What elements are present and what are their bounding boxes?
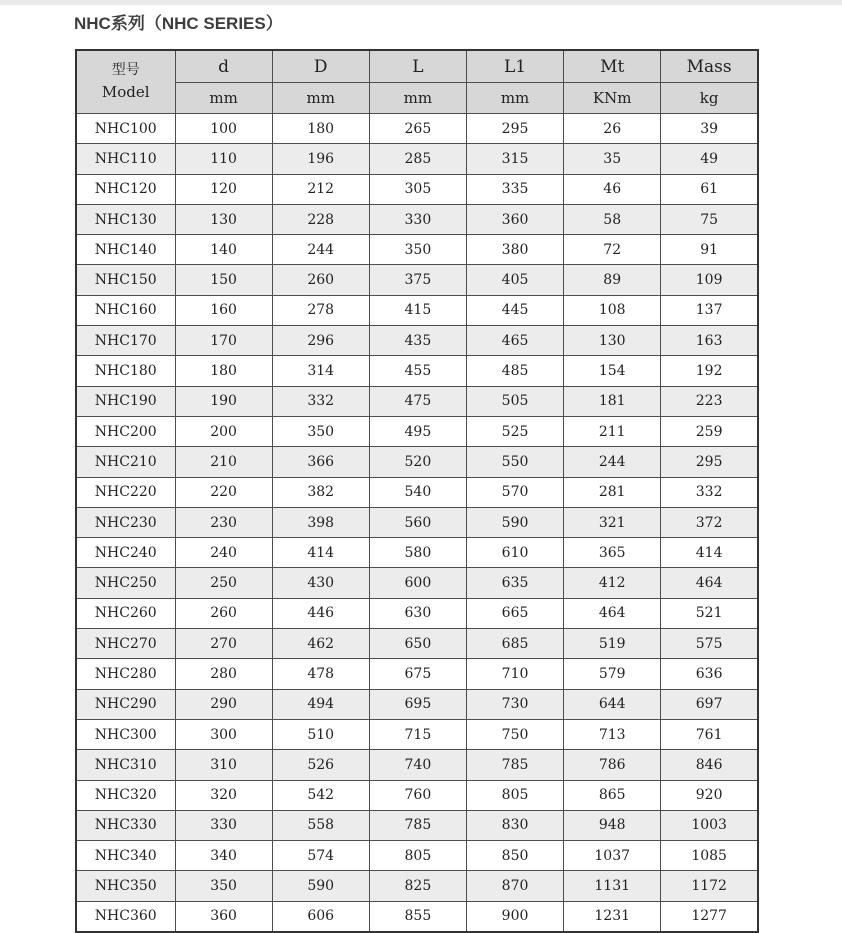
value-cell: 305: [369, 174, 466, 204]
value-cell: 220: [175, 477, 272, 507]
value-cell: 61: [661, 174, 758, 204]
unit-header-Mass: kg: [661, 83, 758, 114]
model-cell: NHC220: [76, 477, 175, 507]
value-cell: 542: [272, 780, 369, 810]
value-cell: 108: [564, 295, 661, 325]
value-cell: 570: [466, 477, 563, 507]
value-cell: 600: [369, 568, 466, 598]
table-row: [76, 538, 758, 568]
table-row: [76, 204, 758, 234]
column-header-d: d: [175, 50, 272, 83]
value-cell: 675: [369, 659, 466, 689]
value-cell: 46: [564, 174, 661, 204]
table-row: [76, 174, 758, 204]
value-cell: 109: [661, 265, 758, 295]
value-cell: 58: [564, 204, 661, 234]
value-cell: 295: [466, 114, 563, 144]
table-row: [76, 356, 758, 386]
column-header-D: D: [272, 50, 369, 83]
table-row: [76, 841, 758, 871]
value-cell: 180: [175, 356, 272, 386]
value-cell: 35: [564, 144, 661, 174]
value-cell: 296: [272, 326, 369, 356]
column-header-L1: L1: [466, 50, 563, 83]
value-cell: 805: [466, 780, 563, 810]
value-cell: 130: [175, 204, 272, 234]
value-cell: 1131: [564, 871, 661, 901]
value-cell: 163: [661, 326, 758, 356]
header-row-units: [76, 83, 758, 114]
value-cell: 375: [369, 265, 466, 295]
value-cell: 91: [661, 235, 758, 265]
value-cell: 280: [175, 659, 272, 689]
value-cell: 230: [175, 507, 272, 537]
value-cell: 1003: [661, 810, 758, 840]
value-cell: 665: [466, 598, 563, 628]
table-row: [76, 265, 758, 295]
table-row: [76, 810, 758, 840]
value-cell: 314: [272, 356, 369, 386]
value-cell: 260: [175, 598, 272, 628]
value-cell: 240: [175, 538, 272, 568]
value-cell: 540: [369, 477, 466, 507]
value-cell: 415: [369, 295, 466, 325]
value-cell: 223: [661, 386, 758, 416]
value-cell: 575: [661, 629, 758, 659]
value-cell: 465: [466, 326, 563, 356]
table-row: [76, 598, 758, 628]
value-cell: 350: [369, 235, 466, 265]
model-cell: NHC360: [76, 901, 175, 932]
unit-header-L1: mm: [466, 83, 563, 114]
table-row: [76, 871, 758, 901]
model-cell: NHC190: [76, 386, 175, 416]
value-cell: 310: [175, 750, 272, 780]
value-cell: 948: [564, 810, 661, 840]
value-cell: 695: [369, 689, 466, 719]
model-cell: NHC340: [76, 841, 175, 871]
value-cell: 265: [369, 114, 466, 144]
value-cell: 850: [466, 841, 563, 871]
value-cell: 740: [369, 750, 466, 780]
value-cell: 414: [272, 538, 369, 568]
value-cell: 430: [272, 568, 369, 598]
unit-header-d: mm: [175, 83, 272, 114]
value-cell: 250: [175, 568, 272, 598]
value-cell: 160: [175, 295, 272, 325]
model-cell: NHC310: [76, 750, 175, 780]
value-cell: 49: [661, 144, 758, 174]
value-cell: 650: [369, 629, 466, 659]
value-cell: 550: [466, 447, 563, 477]
value-cell: 710: [466, 659, 563, 689]
unit-header-Mt: KNm: [564, 83, 661, 114]
column-header-Mass: Mass: [661, 50, 758, 83]
value-cell: 900: [466, 901, 563, 932]
model-cell: NHC240: [76, 538, 175, 568]
value-cell: 1277: [661, 901, 758, 932]
table-row: [76, 659, 758, 689]
value-cell: 846: [661, 750, 758, 780]
value-cell: 510: [272, 719, 369, 749]
value-cell: 332: [661, 477, 758, 507]
model-cell: NHC200: [76, 416, 175, 446]
value-cell: 330: [369, 204, 466, 234]
model-cell: NHC120: [76, 174, 175, 204]
value-cell: 100: [175, 114, 272, 144]
value-cell: 560: [369, 507, 466, 537]
value-cell: 228: [272, 204, 369, 234]
value-cell: 140: [175, 235, 272, 265]
value-cell: 462: [272, 629, 369, 659]
value-cell: 180: [272, 114, 369, 144]
value-cell: 715: [369, 719, 466, 749]
value-cell: 760: [369, 780, 466, 810]
table-row: [76, 719, 758, 749]
table-row: [76, 689, 758, 719]
model-cell: NHC300: [76, 719, 175, 749]
value-cell: 259: [661, 416, 758, 446]
table-row: [76, 386, 758, 416]
table-row: [76, 235, 758, 265]
value-cell: 181: [564, 386, 661, 416]
model-cell: NHC180: [76, 356, 175, 386]
model-cell: NHC100: [76, 114, 175, 144]
table-row: [76, 629, 758, 659]
value-cell: 332: [272, 386, 369, 416]
value-cell: 110: [175, 144, 272, 174]
table-row: [76, 114, 758, 144]
value-cell: 485: [466, 356, 563, 386]
value-cell: 785: [369, 810, 466, 840]
model-cell: NHC230: [76, 507, 175, 537]
value-cell: 635: [466, 568, 563, 598]
table-row: [76, 447, 758, 477]
value-cell: 574: [272, 841, 369, 871]
value-cell: 761: [661, 719, 758, 749]
table-row: [76, 295, 758, 325]
model-cell: NHC210: [76, 447, 175, 477]
value-cell: 89: [564, 265, 661, 295]
value-cell: 350: [175, 871, 272, 901]
value-cell: 196: [272, 144, 369, 174]
table-row: [76, 568, 758, 598]
value-cell: 150: [175, 265, 272, 295]
model-cell: NHC150: [76, 265, 175, 295]
value-cell: 380: [466, 235, 563, 265]
value-cell: 455: [369, 356, 466, 386]
page-top-strip: [0, 0, 842, 5]
value-cell: 805: [369, 841, 466, 871]
table-row: [76, 901, 758, 932]
value-cell: 865: [564, 780, 661, 810]
table-row: [76, 780, 758, 810]
value-cell: 340: [175, 841, 272, 871]
value-cell: 190: [175, 386, 272, 416]
value-cell: 285: [369, 144, 466, 174]
value-cell: 435: [369, 326, 466, 356]
value-cell: 526: [272, 750, 369, 780]
value-cell: 210: [175, 447, 272, 477]
value-cell: 1085: [661, 841, 758, 871]
model-header-cn: 型号: [111, 62, 140, 79]
value-cell: 244: [272, 235, 369, 265]
value-cell: 154: [564, 356, 661, 386]
model-cell: NHC320: [76, 780, 175, 810]
value-cell: 290: [175, 689, 272, 719]
table-row: [76, 326, 758, 356]
value-cell: 315: [466, 144, 563, 174]
value-cell: 685: [466, 629, 563, 659]
value-cell: 445: [466, 295, 563, 325]
value-cell: 137: [661, 295, 758, 325]
value-cell: 72: [564, 235, 661, 265]
value-cell: 120: [175, 174, 272, 204]
value-cell: 192: [661, 356, 758, 386]
model-cell: NHC350: [76, 871, 175, 901]
model-cell: NHC270: [76, 629, 175, 659]
value-cell: 278: [272, 295, 369, 325]
table-row: [76, 144, 758, 174]
value-cell: 39: [661, 114, 758, 144]
value-cell: 579: [564, 659, 661, 689]
value-cell: 75: [661, 204, 758, 234]
table-row: [76, 750, 758, 780]
table-row: [76, 477, 758, 507]
model-column-header: [76, 50, 175, 114]
model-cell: NHC160: [76, 295, 175, 325]
unit-header-L: mm: [369, 83, 466, 114]
value-cell: 478: [272, 659, 369, 689]
value-cell: 26: [564, 114, 661, 144]
column-header-Mt: Mt: [564, 50, 661, 83]
model-cell: NHC260: [76, 598, 175, 628]
value-cell: 335: [466, 174, 563, 204]
value-cell: 360: [466, 204, 563, 234]
nhc-spec-table: [75, 49, 759, 933]
value-cell: 130: [564, 326, 661, 356]
value-cell: 330: [175, 810, 272, 840]
value-cell: 558: [272, 810, 369, 840]
model-cell: NHC140: [76, 235, 175, 265]
unit-header-D: mm: [272, 83, 369, 114]
model-cell: NHC290: [76, 689, 175, 719]
value-cell: 636: [661, 659, 758, 689]
page-title: NHC系列（NHC SERIES）: [74, 14, 283, 33]
value-cell: 446: [272, 598, 369, 628]
header-row-labels: [76, 50, 758, 83]
value-cell: 295: [661, 447, 758, 477]
value-cell: 382: [272, 477, 369, 507]
value-cell: 590: [466, 507, 563, 537]
table-row: [76, 507, 758, 537]
value-cell: 505: [466, 386, 563, 416]
value-cell: 464: [661, 568, 758, 598]
value-cell: 300: [175, 719, 272, 749]
table-body: [76, 114, 758, 933]
value-cell: 920: [661, 780, 758, 810]
value-cell: 200: [175, 416, 272, 446]
value-cell: 494: [272, 689, 369, 719]
value-cell: 519: [564, 629, 661, 659]
value-cell: 830: [466, 810, 563, 840]
value-cell: 750: [466, 719, 563, 749]
value-cell: 785: [466, 750, 563, 780]
value-cell: 405: [466, 265, 563, 295]
value-cell: 260: [272, 265, 369, 295]
value-cell: 730: [466, 689, 563, 719]
value-cell: 464: [564, 598, 661, 628]
value-cell: 350: [272, 416, 369, 446]
table-header: [76, 50, 758, 114]
value-cell: 855: [369, 901, 466, 932]
value-cell: 372: [661, 507, 758, 537]
value-cell: 398: [272, 507, 369, 537]
value-cell: 786: [564, 750, 661, 780]
value-cell: 520: [369, 447, 466, 477]
column-header-L: L: [369, 50, 466, 83]
value-cell: 212: [272, 174, 369, 204]
table-row: [76, 416, 758, 446]
value-cell: 1172: [661, 871, 758, 901]
value-cell: 521: [661, 598, 758, 628]
value-cell: 1231: [564, 901, 661, 932]
value-cell: 610: [466, 538, 563, 568]
value-cell: 211: [564, 416, 661, 446]
value-cell: 270: [175, 629, 272, 659]
value-cell: 475: [369, 386, 466, 416]
model-cell: NHC250: [76, 568, 175, 598]
value-cell: 414: [661, 538, 758, 568]
value-cell: 412: [564, 568, 661, 598]
value-cell: 825: [369, 871, 466, 901]
value-cell: 713: [564, 719, 661, 749]
value-cell: 321: [564, 507, 661, 537]
value-cell: 697: [661, 689, 758, 719]
value-cell: 1037: [564, 841, 661, 871]
value-cell: 870: [466, 871, 563, 901]
model-cell: NHC170: [76, 326, 175, 356]
value-cell: 366: [272, 447, 369, 477]
model-cell: NHC280: [76, 659, 175, 689]
value-cell: 281: [564, 477, 661, 507]
value-cell: 320: [175, 780, 272, 810]
value-cell: 630: [369, 598, 466, 628]
model-header-en: Model: [101, 83, 150, 102]
value-cell: 525: [466, 416, 563, 446]
value-cell: 365: [564, 538, 661, 568]
value-cell: 644: [564, 689, 661, 719]
model-cell: NHC130: [76, 204, 175, 234]
value-cell: 170: [175, 326, 272, 356]
model-cell: NHC110: [76, 144, 175, 174]
value-cell: 590: [272, 871, 369, 901]
value-cell: 580: [369, 538, 466, 568]
value-cell: 495: [369, 416, 466, 446]
value-cell: 360: [175, 901, 272, 932]
model-cell: NHC330: [76, 810, 175, 840]
value-cell: 606: [272, 901, 369, 932]
value-cell: 244: [564, 447, 661, 477]
